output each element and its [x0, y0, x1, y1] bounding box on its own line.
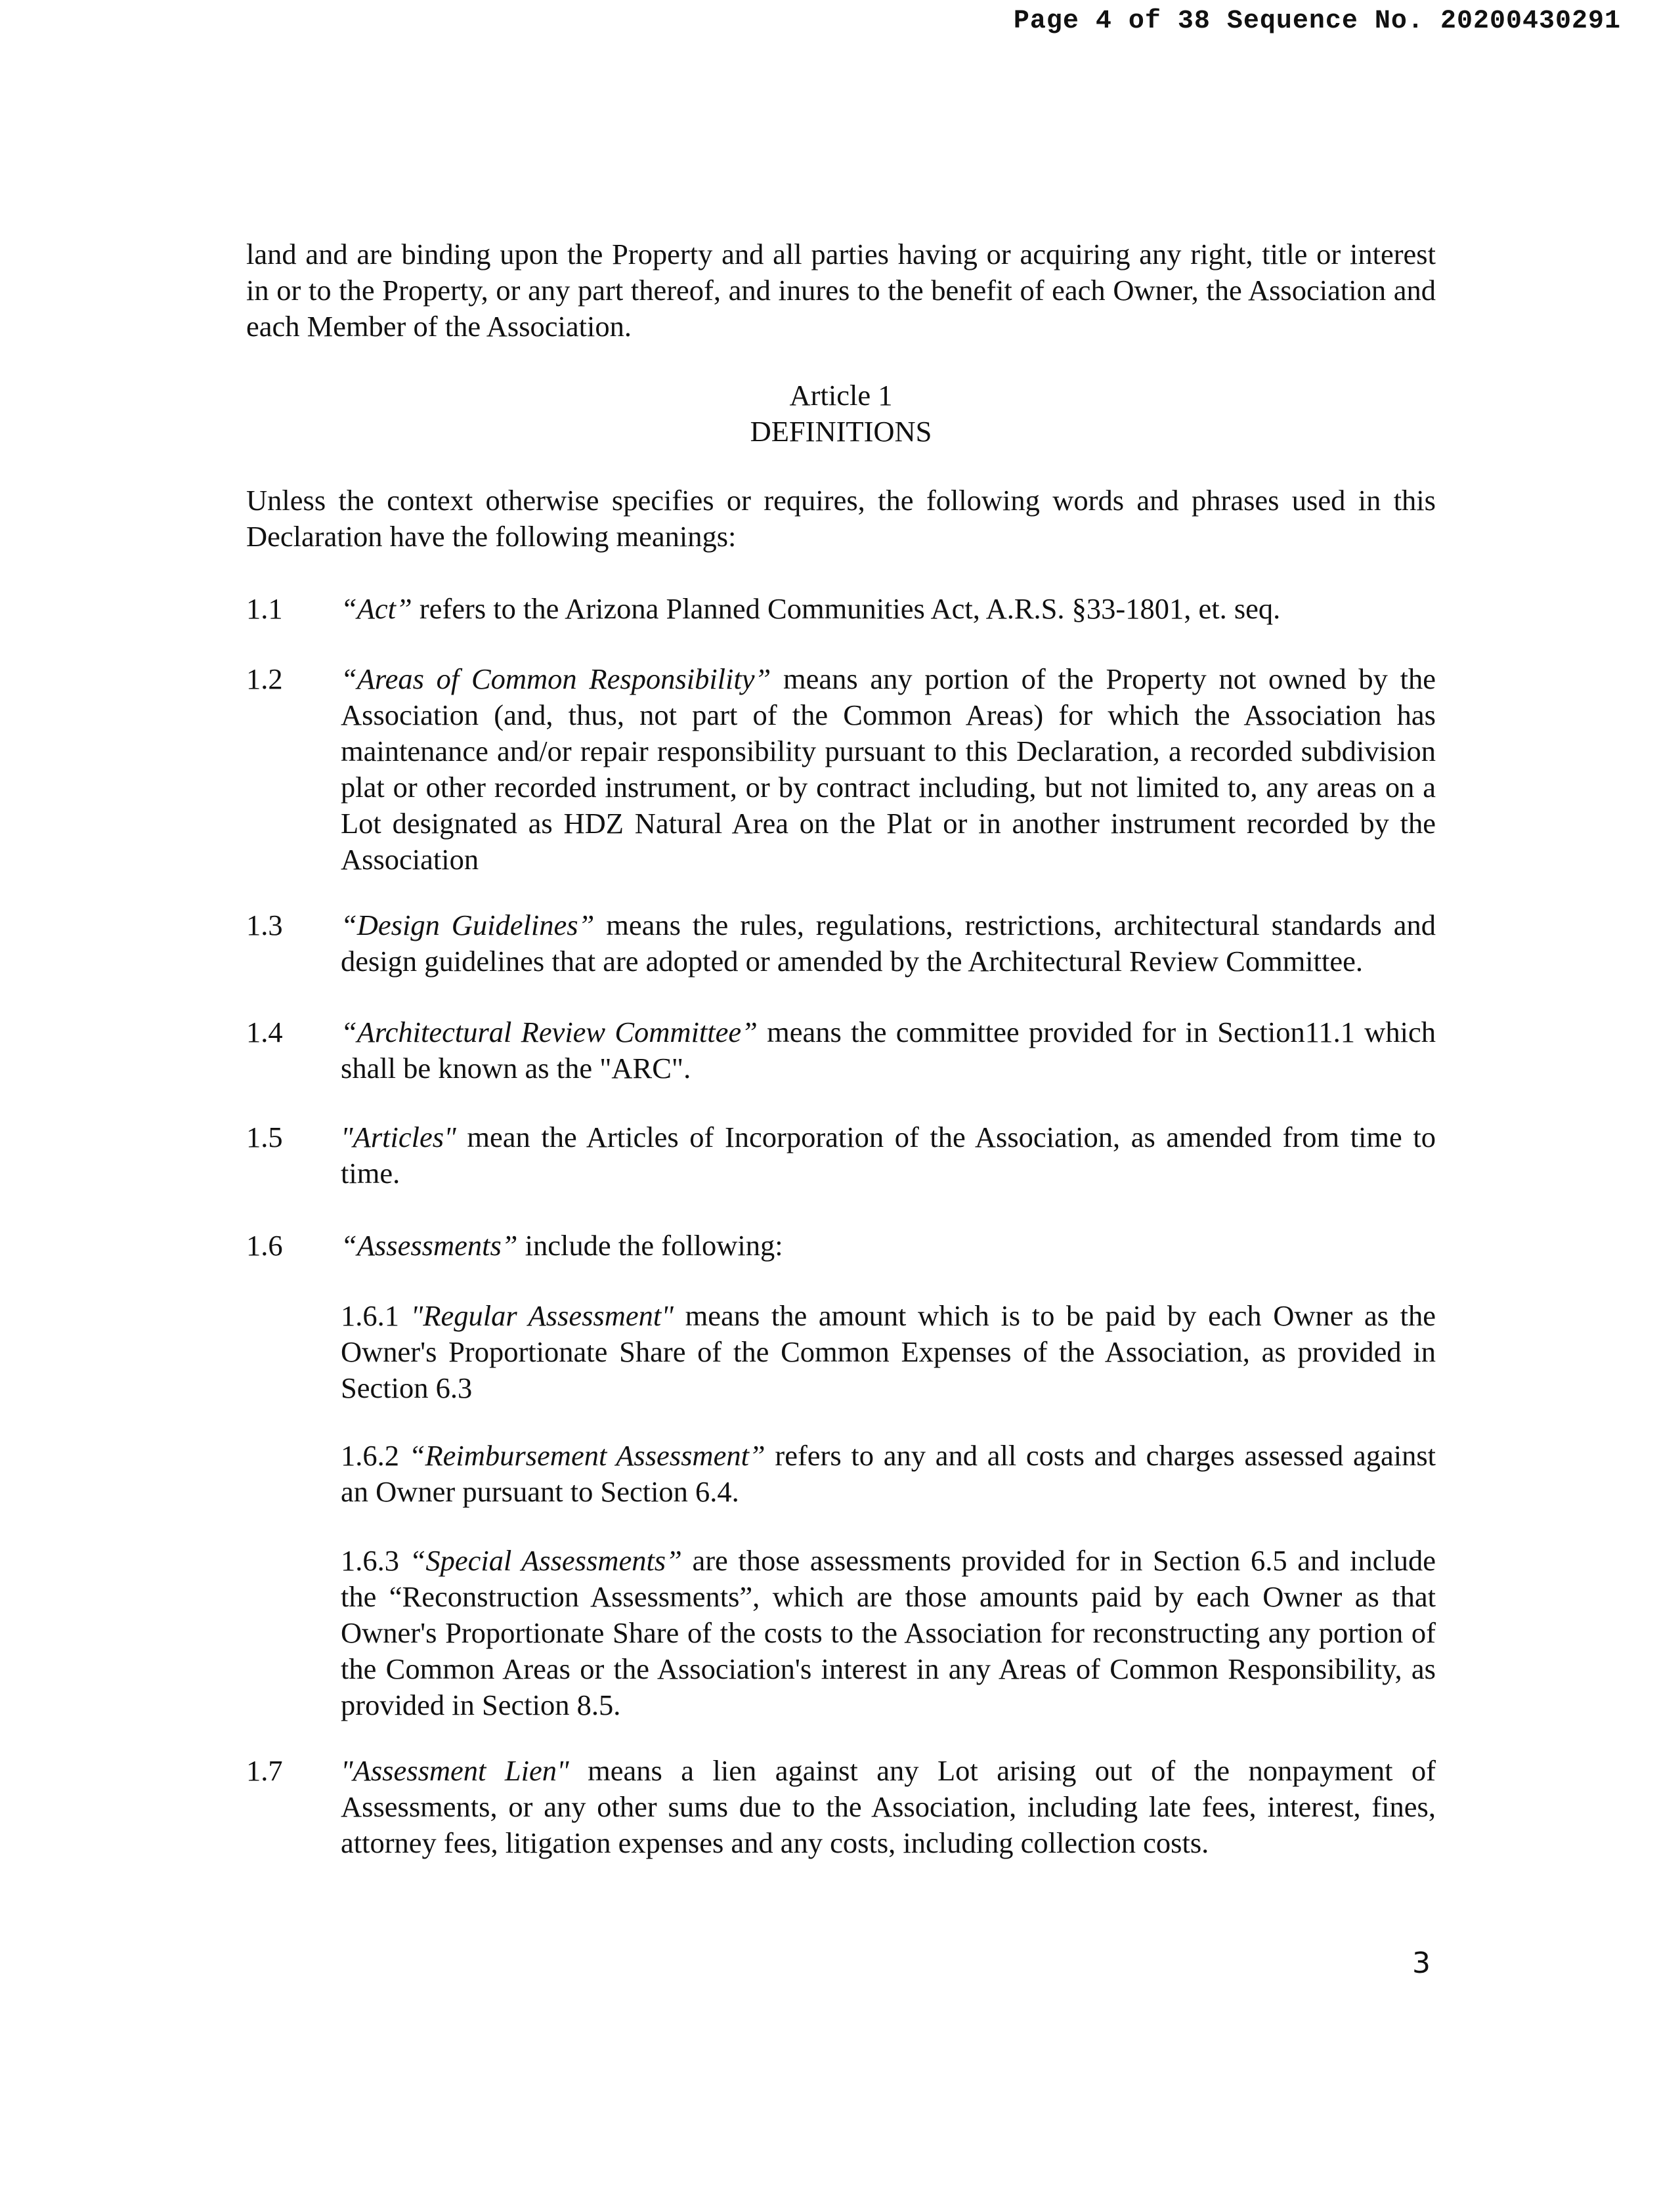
definition-number: 1.2	[246, 662, 283, 695]
definition-term: “Design Guidelines”	[341, 909, 595, 941]
definition-text	[341, 1119, 1436, 1192]
definition-number: 1.5	[246, 1121, 283, 1153]
sub-definition-item	[341, 1438, 1436, 1510]
intro-continuation: land and are binding upon the Property and all parties having or acquiring any right, title or interest in or to the Property, or any part thereof, and inures to the benefit of each Owner, the Association and each Member of the Association.	[246, 238, 1436, 343]
sub-definition-term: "Regular Assessment"	[410, 1299, 674, 1332]
sub-definition-term: “Reimbursement Assessment”	[408, 1439, 765, 1472]
definition-body: refers to the Arizona Planned Communities Act, A.R.S. §33-1801, et. seq.	[412, 592, 1281, 625]
sub-definition-body: means the amount which is to be paid by each Owner as the Owner's Proportionate Share of the Common Expenses of the Association, as provided in Section 6.3	[341, 1299, 1436, 1404]
sub-definition-number: 1.6.1	[341, 1299, 399, 1332]
article-title: DEFINITIONS	[750, 415, 932, 448]
definition-term: “Architectural Review Committee”	[341, 1016, 758, 1048]
definition-text	[341, 591, 1436, 627]
definition-text	[341, 907, 1436, 979]
sub-definition-item	[341, 1543, 1436, 1723]
definition-body: means the rules, regulations, restrictions, architectural standards and design guidelines that are adopted or amended by the Architectural Review Committee.	[341, 909, 1436, 978]
sub-definition-body: refers to any and all costs and charges assessed against an Owner pursuant to Section 6.4.	[341, 1439, 1436, 1508]
sub-definition-term: “Special Assessments”	[409, 1544, 682, 1577]
definition-term: “Act”	[341, 592, 412, 625]
definition-body: means the committee provided for in Section11.1 which shall be known as the "ARC".	[341, 1016, 1436, 1085]
lead-in-paragraph: Unless the context otherwise specifies or requires, the following words and phrases used in this Declaration have the following meanings:	[246, 484, 1436, 553]
recording-stamp: Page 4 of 38 Sequence No. 20200430291	[1013, 7, 1621, 36]
definition-number: 1.3	[246, 909, 283, 941]
definition-text	[341, 1753, 1436, 1861]
sub-definition-number: 1.6.2	[341, 1439, 399, 1472]
definition-body: mean the Articles of Incorporation of the Association, as amended from time to time.	[341, 1121, 1436, 1190]
article-number: Article 1	[789, 379, 893, 412]
definition-body: means any portion of the Property not owned by the Association (and, thus, not part of the Common Areas) for which the Association has maintenance and/or repair responsibility pursuant to this Declaration, a recorded subdivision plat or other recorded instrument, or by contract including, but not limited to, any areas on a Lot designated as HDZ Natural Area on the Plat or in another instrument recorded by the Association	[341, 662, 1436, 876]
definition-body: means a lien against any Lot arising out of the nonpayment of Assessments, or any other sums due to the Association, including late fees, interest, fines, attorney fees, litigation expenses and any costs, including collection costs.	[341, 1754, 1436, 1859]
definition-term: “Assessments”	[341, 1229, 518, 1262]
definition-body: include the following:	[517, 1229, 783, 1262]
sub-definition-item	[341, 1298, 1436, 1406]
definition-text	[341, 1228, 1436, 1264]
definition-text	[341, 661, 1436, 878]
definition-text	[341, 1014, 1436, 1086]
page-number: 3	[1412, 1947, 1431, 1980]
definition-term: "Articles"	[341, 1121, 456, 1153]
sub-definition-body: are those assessments provided for in Section 6.5 and include the “Reconstruction Assessments”, which are those amounts paid by each Owner as that Owner's Proportionate Share of the costs to the Association for reconstructing any portion of the Common Areas or the Association's interest in any Areas of Common Responsibility, as provided in Section 8.5.	[341, 1544, 1436, 1721]
definition-number: 1.7	[246, 1754, 283, 1787]
definition-number: 1.4	[246, 1016, 283, 1048]
definition-number: 1.6	[246, 1229, 283, 1262]
definition-term: “Areas of Common Responsibility”	[341, 662, 771, 695]
definition-term: "Assessment Lien"	[341, 1754, 569, 1787]
definition-number: 1.1	[246, 592, 283, 625]
sub-definition-number: 1.6.3	[341, 1544, 399, 1577]
